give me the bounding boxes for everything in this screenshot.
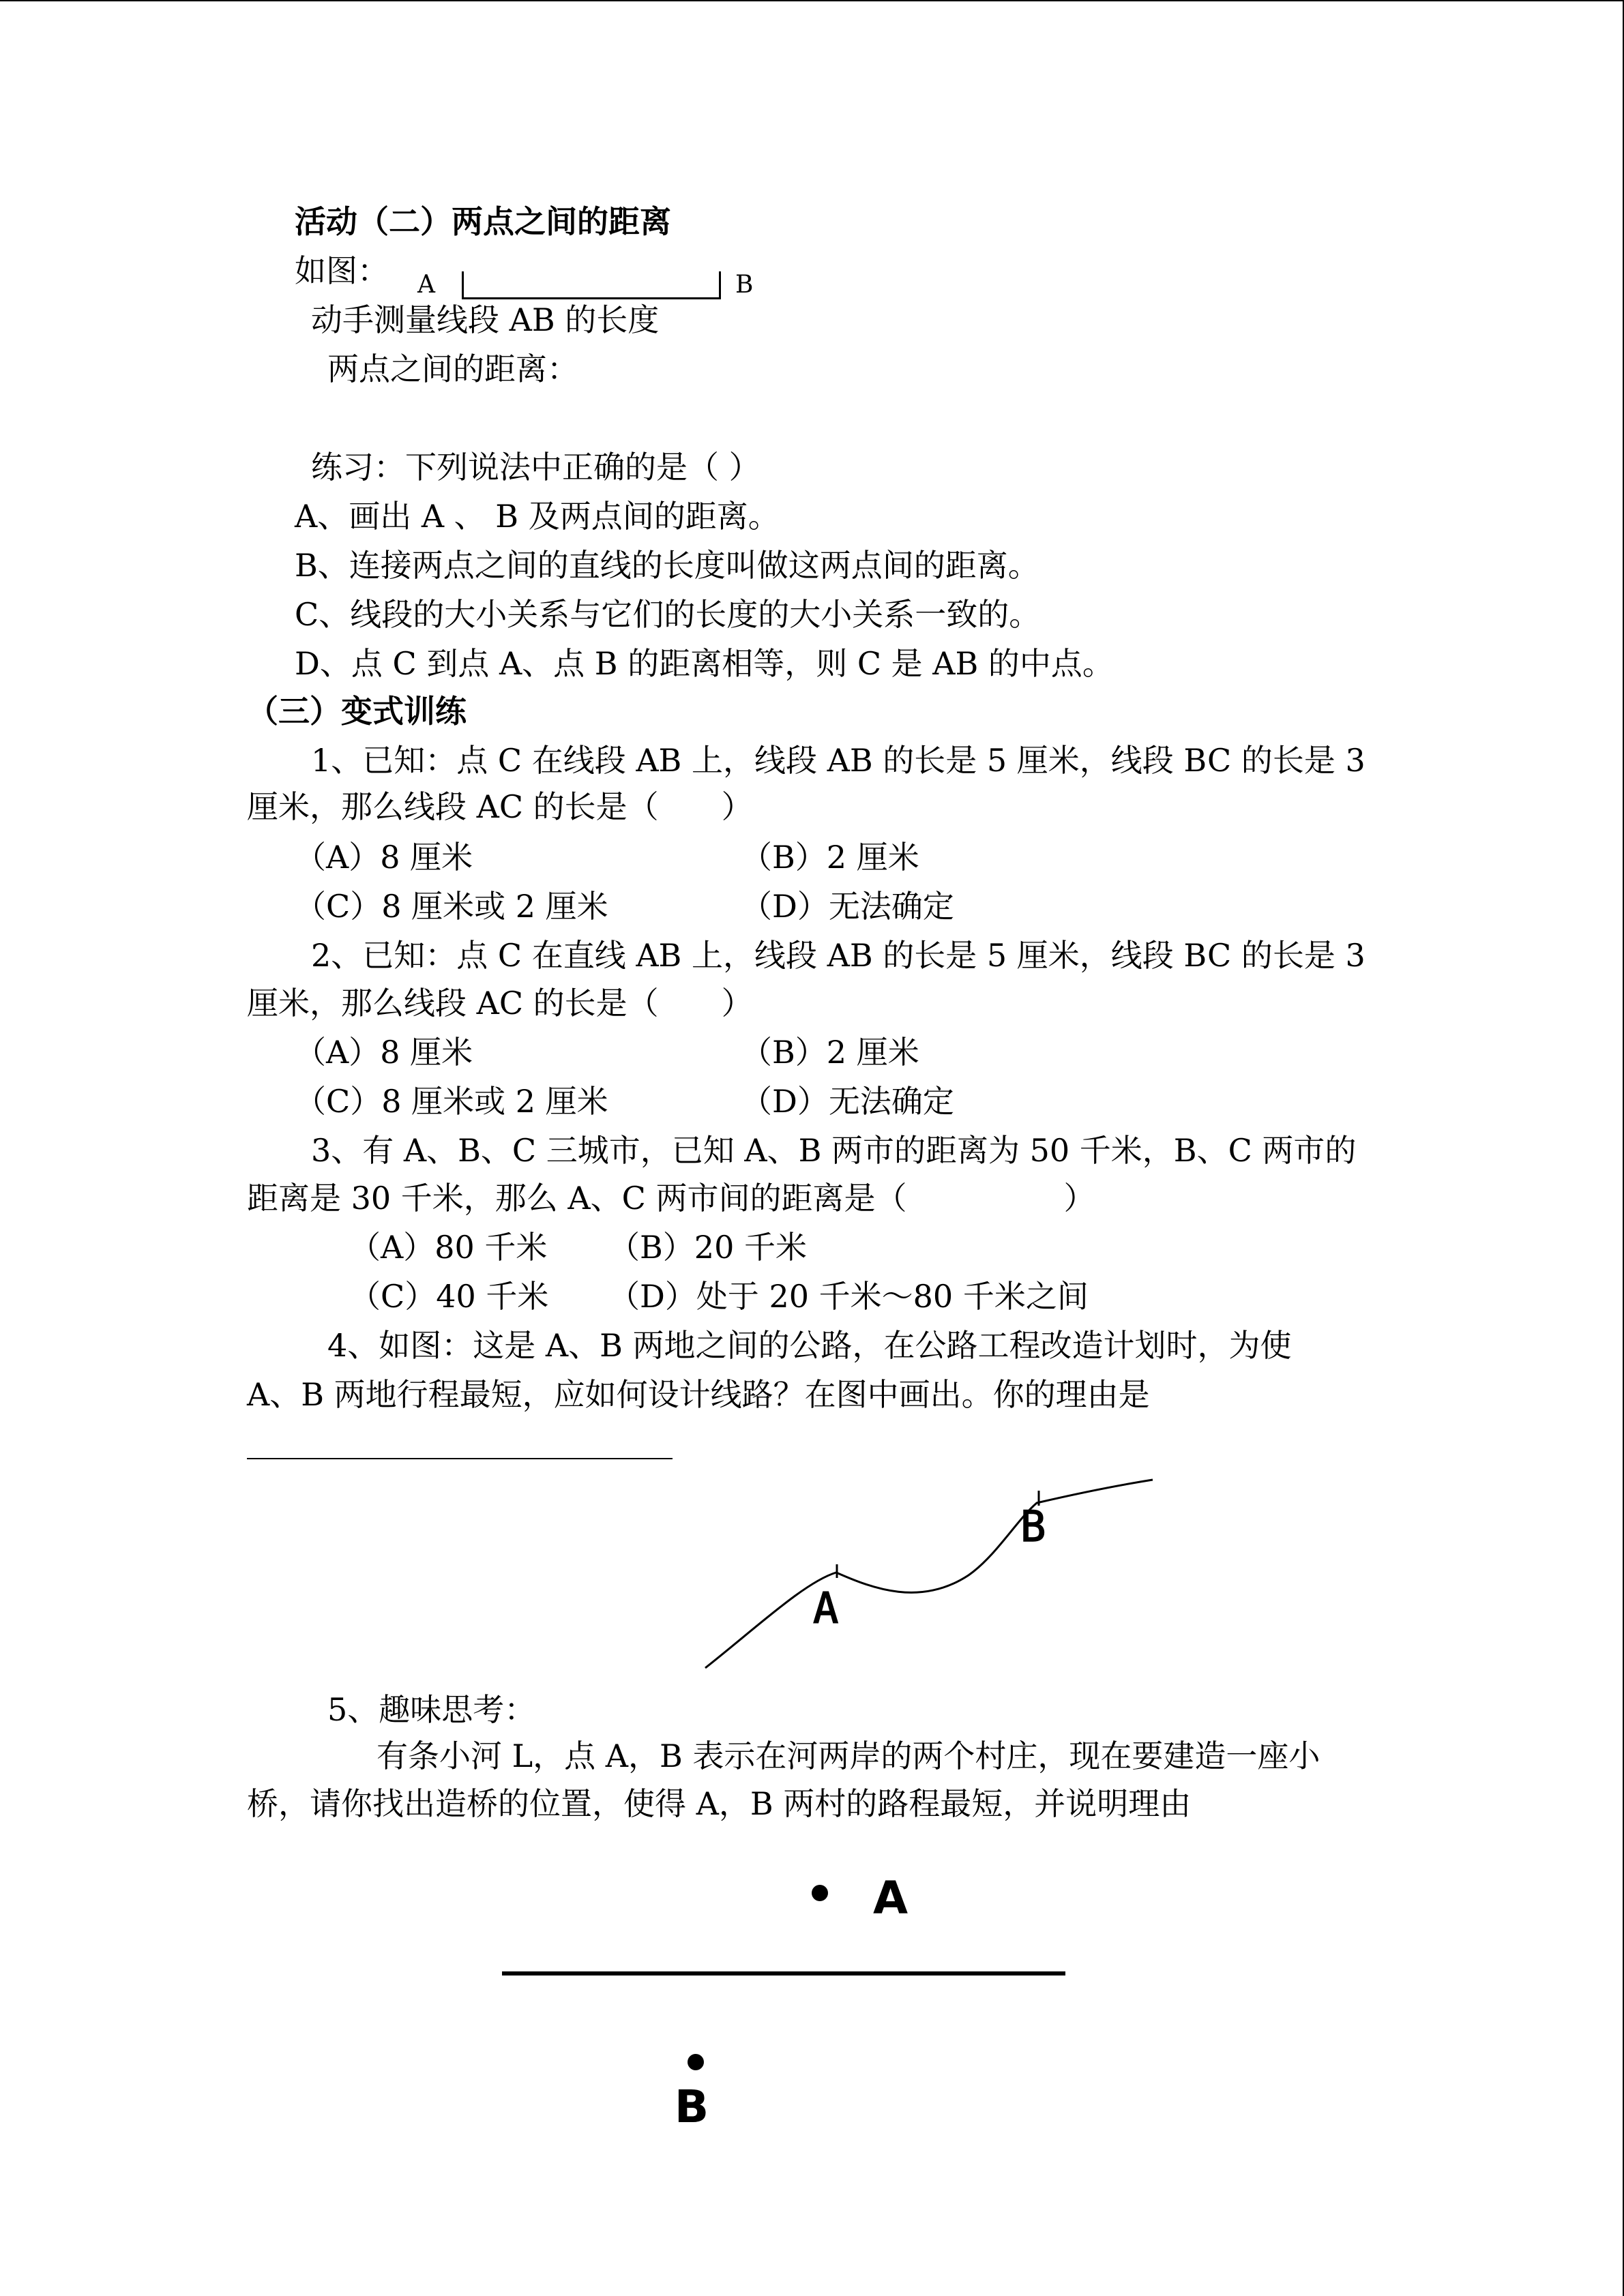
q4-answer-line bbox=[247, 1458, 673, 1459]
q5-line2: 桥，请你找出造桥的位置，使得 A，B 两村的路程最短，并说明理由 bbox=[247, 1785, 1192, 1822]
village-b-dot bbox=[688, 2054, 704, 2070]
q3-line2: 距离是 30 千米，那么 A、C 两市间的距离是（ ） bbox=[247, 1180, 1095, 1217]
road-label-a: A bbox=[813, 1583, 839, 1633]
q5-line1: 有条小河 L，点 A，B 表示在河两岸的两个村庄，现在要建造一座小 bbox=[377, 1738, 1320, 1774]
road-curve bbox=[705, 1480, 1153, 1668]
activity-title: 活动（二）两点之间的距离 bbox=[295, 203, 671, 240]
q4-line1: 4、如图：这是 A、B 两地之间的公路，在公路工程改造计划时，为使 bbox=[327, 1327, 1292, 1364]
q3-option-b: （B）20 千米 bbox=[608, 1229, 807, 1266]
q2-option-b: （B）2 厘米 bbox=[741, 1034, 919, 1071]
village-a-label: A bbox=[873, 1872, 909, 1924]
q1-option-b: （B）2 厘米 bbox=[741, 839, 919, 876]
q3-line1: 3、有 A、B、C 三城市，已知 A、B 两市的距离为 50 千米，B、C 两市的 bbox=[311, 1132, 1357, 1169]
q1-line1: 1、已知：点 C 在线段 AB 上，线段 AB 的长是 5 厘米，线段 BC 的长是 3 bbox=[311, 742, 1365, 779]
q2-option-c: （C）8 厘米或 2 厘米 bbox=[295, 1083, 608, 1120]
segment-label-a: A bbox=[417, 271, 435, 299]
road-figure bbox=[696, 1473, 1173, 1678]
river-figure bbox=[491, 1868, 1105, 2141]
practice-option-d: D、点 C 到点 A、点 B 的距离相等，则 C 是 AB 的中点。 bbox=[295, 645, 1114, 682]
segment-ab bbox=[462, 271, 721, 299]
road-label-b: B bbox=[1020, 1502, 1046, 1551]
q1-option-c: （C）8 厘米或 2 厘米 bbox=[295, 888, 608, 925]
q2-option-a: （A）8 厘米 bbox=[295, 1034, 473, 1071]
q3-option-c: （C）40 千米 bbox=[349, 1278, 549, 1315]
practice-option-c: C、线段的大小关系与它们的长度的大小关系一致的。 bbox=[295, 596, 1041, 633]
q3-option-d: （D）处于 20 千米～80 千米之间 bbox=[608, 1278, 1089, 1315]
practice-question: 练习：下列说法中正确的是（ ） bbox=[311, 449, 761, 486]
practice-option-a: A、画出 A 、 B 及两点间的距离。 bbox=[295, 498, 780, 535]
q1-option-d: （D）无法确定 bbox=[741, 888, 954, 925]
q1-line2: 厘米，那么线段 AC 的长是（ ） bbox=[247, 788, 753, 825]
measure-instruction: 动手测量线段 AB 的长度 bbox=[311, 301, 660, 338]
distance-prompt: 两点之间的距离： bbox=[327, 351, 578, 387]
village-b-label: B bbox=[674, 2081, 709, 2133]
segment-label-b: B bbox=[735, 271, 754, 299]
q3-option-a: （A）80 千米 bbox=[349, 1229, 548, 1266]
q5-title: 5、趣味思考： bbox=[327, 1691, 536, 1728]
practice-option-b: B、连接两点之间的直线的长度叫做这两点间的距离。 bbox=[295, 547, 1039, 584]
section3-title: （三）变式训练 bbox=[247, 693, 467, 730]
q2-line2: 厘米，那么线段 AC 的长是（ ） bbox=[247, 985, 753, 1022]
q2-line1: 2、已知：点 C 在直线 AB 上，线段 AB 的长是 5 厘米，线段 BC 的长是 3 bbox=[311, 937, 1365, 974]
q2-option-d: （D）无法确定 bbox=[741, 1083, 954, 1120]
q1-option-a: （A）8 厘米 bbox=[295, 839, 473, 876]
village-a-dot bbox=[812, 1885, 828, 1901]
q4-line2: A、B 两地行程最短，应如何设计线路？在图中画出。你的理由是 bbox=[247, 1376, 1150, 1413]
figure-intro: 如图： bbox=[295, 252, 389, 289]
